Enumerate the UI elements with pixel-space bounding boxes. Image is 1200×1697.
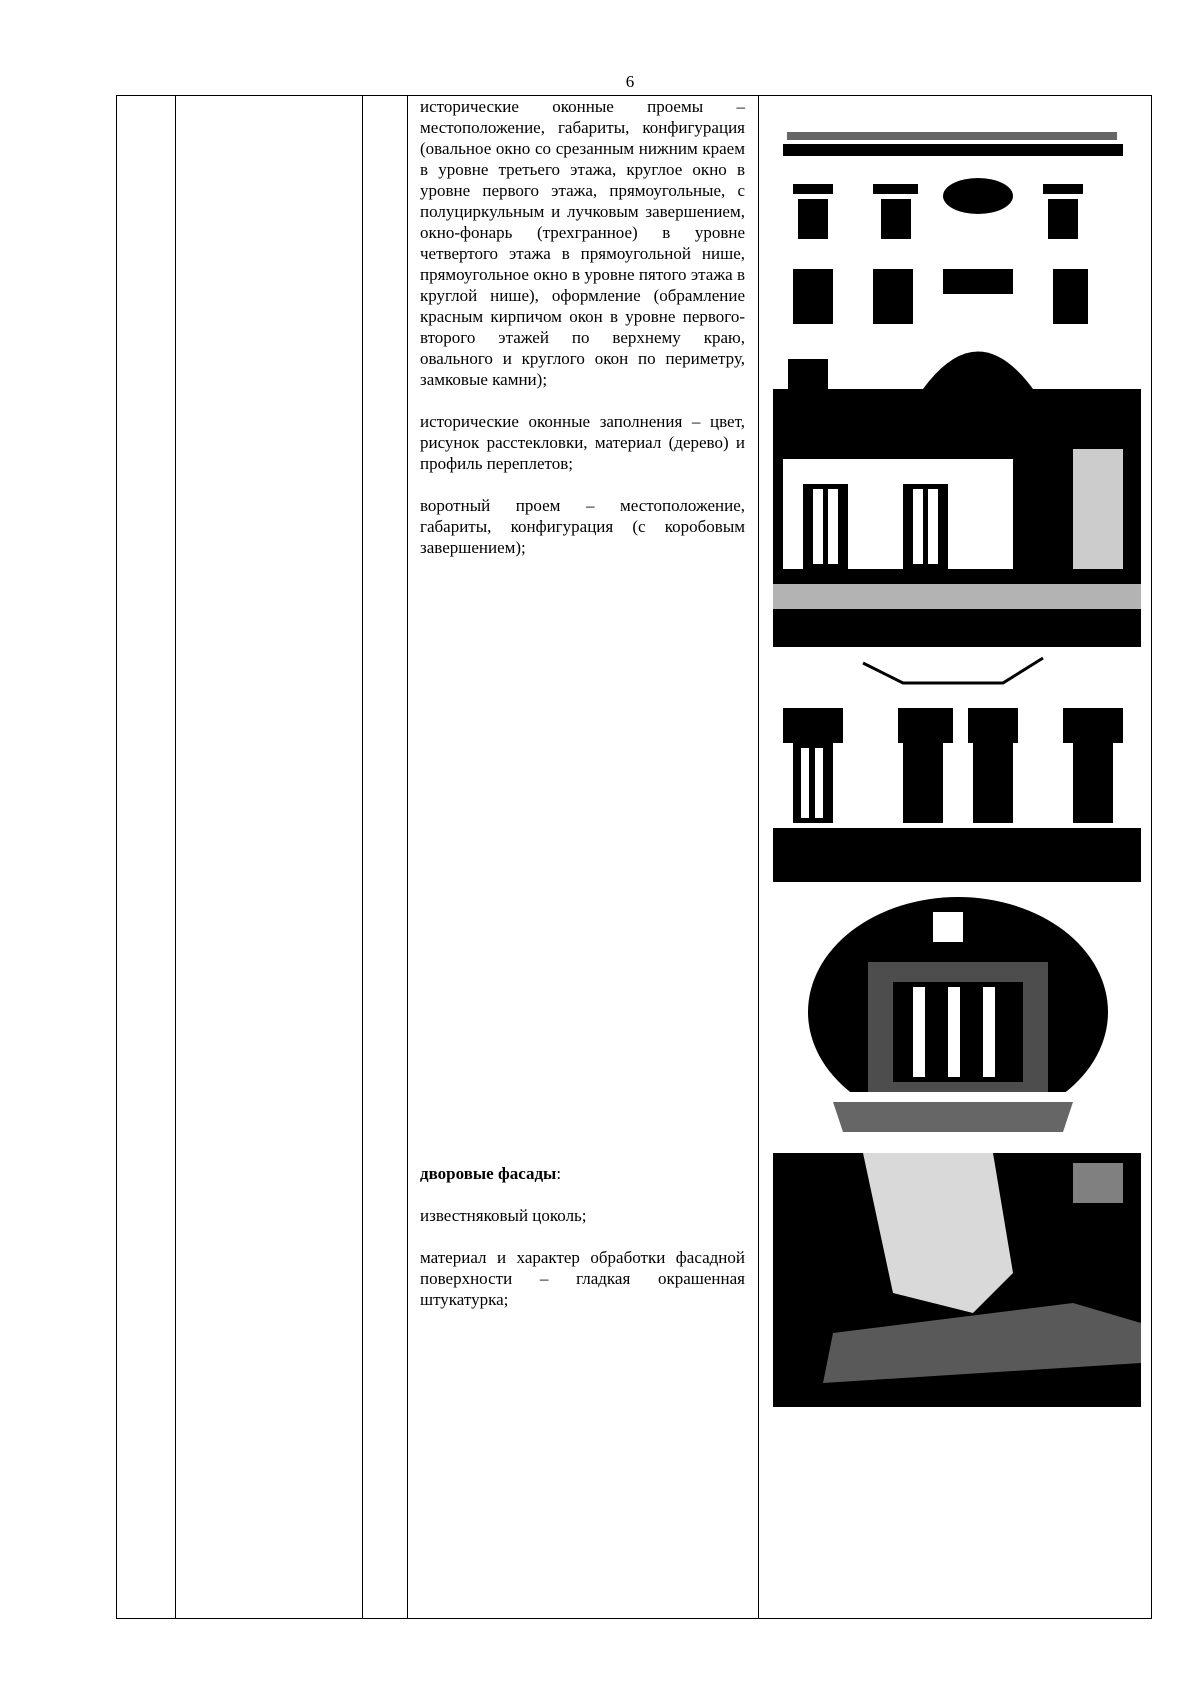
courtyard-heading [420,1163,745,1184]
facade-photo-5 [773,1153,1141,1407]
facade-photo-3 [773,653,1141,882]
courtyard-heading-colon: : [556,1164,562,1183]
facade-photo-4 [773,892,1141,1146]
facade-photo-2 [773,389,1141,647]
column-divider-2 [362,96,363,1618]
paragraph-limestone-plinth: известняковый цоколь; [420,1206,587,1225]
spacer [420,579,745,1163]
courtyard-heading-text: дворовые фасады [420,1164,557,1183]
facade-photo-1 [773,104,1141,389]
paragraph-facade-surface: материал и характер обработки фасадной поверхности – гладкая окрашенная штукатурка; [420,1248,745,1309]
paragraph-gate-opening: воротный проем – местоположение, габариты, конфигурация (с коробовым завершением); [420,496,745,557]
protected-features-table [116,95,1152,1619]
column-divider-1 [175,96,176,1618]
paragraph-window-openings: исторические оконные проемы – местоположение, габариты, конфигурация (овальное окно со срезанным нижним краем в уровне третьего этажа, круглое окно в уровне первого этажа, прямоугольные, с полуциркульным и лучковым завершением, окно-фонарь (трехгранное) в уровне четвертого этажа в прямоугольной нише, прямоугольное окно в уровне пятого этажа в круглой нише), оформление (обрамление красным кирпичом окон в уровне первого-второго этажей по верхнему краю, овального и круглого окон по периметру, замковые камни); [420,97,745,389]
paragraph-window-fillings: исторические оконные заполнения – цвет, рисунок расстекловки, материал (дерево) и профиль переплетов; [420,412,745,473]
column-divider-4 [758,96,759,1618]
description-column [407,96,758,1331]
page-number: 6 [625,72,635,91]
